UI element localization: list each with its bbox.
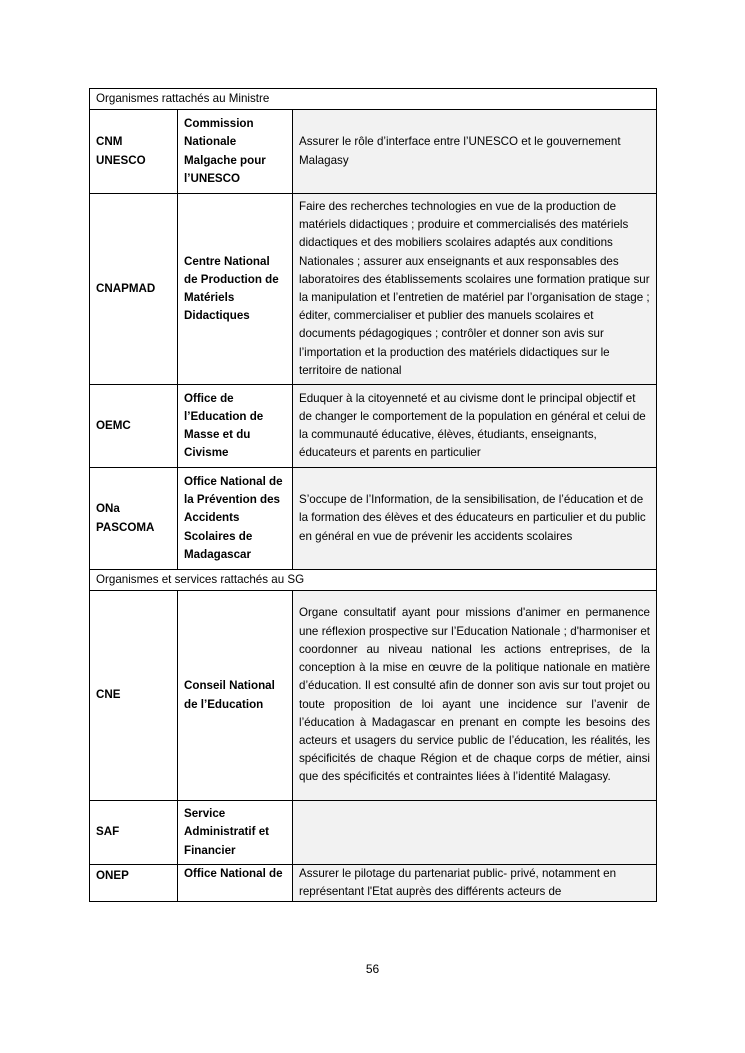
table-row (90, 385, 657, 468)
page-number: 56 (365, 962, 380, 976)
table-row (90, 110, 657, 194)
organism-description: Faire des recherches technologies en vue de la production de matériels didactiques ; produire et commercialisés des matériels didactiques et des mobiliers scolaires adaptés aux conditions Nationales ; assurer aux enseignants et aux responsables des laboratoires des établissements scolaires une formation pratique sur la manipulation et l’entretien de matériel par l’organisation de stage ; éditer, commercialiser et publier des manuels scolaires et documents pédagogiques ; contrôler et donner son avis sur l’importation et la production des matériels didactiques sur le territoire de national (293, 194, 657, 385)
organism-abbreviation: OEMC (90, 385, 178, 468)
table-row (90, 591, 657, 801)
organism-name: Centre National de Production de Matériels Didactiques (178, 194, 293, 385)
table-row (90, 194, 657, 385)
organism-abbreviation: CNM UNESCO (90, 110, 178, 194)
organism-name: Conseil National de l’Education (178, 591, 293, 801)
organism-abbreviation: ONEP (90, 865, 178, 902)
table-row (90, 468, 657, 570)
table-row (90, 801, 657, 865)
organism-name: Commission Nationale Malgache pour l’UNESCO (178, 110, 293, 194)
organism-name: Office National de (178, 865, 293, 902)
organism-abbreviation: SAF (90, 801, 178, 865)
organisms-table (89, 88, 657, 902)
section-header-row (90, 89, 657, 110)
table-row (90, 865, 657, 902)
organism-description: S’occupe de l’Information, de la sensibilisation, de l’éducation et de la formation des élèves et des éducateurs en particulier et du public en général en vue de prévenir les accidents scolaires (293, 468, 657, 570)
organism-abbreviation: CNE (90, 591, 178, 801)
organism-description: Eduquer à la citoyenneté et au civisme dont le principal objectif et de changer le comportement de la population en général et celui de la communauté éducative, élèves, étudiants, enseignants, éducateurs et parents en particulier (293, 385, 657, 468)
section-title: Organismes rattachés au Ministre (90, 89, 657, 110)
organism-name: Service Administratif et Financier (178, 801, 293, 865)
organism-abbreviation: CNAPMAD (90, 194, 178, 385)
organism-description: Assurer le pilotage du partenariat public- privé, notamment en représentant l'Etat auprès des différents acteurs de (293, 865, 657, 902)
section-header-row (90, 570, 657, 591)
organism-description: Organe consultatif ayant pour missions d'animer en permanence une réflexion prospective sur l’Education Nationale ; d'harmoniser et coordonner au niveau national les actions entreprises, de la conception à la mise en œuvre de la politique nationale en matière d’éducation. Il est consulté afin de donner son avis sur tout projet ou toute proposition de loi ayant une incidence sur l’avenir de l’éducation à Madagascar en prenant en compte les besoins des acteurs et usagers du service public de l’éducation, les réalités, les spécificités de chaque Région et de chaque corps de métier, ainsi que des spécificités et contraintes liées à l’identité Malagasy. (293, 591, 657, 801)
organism-abbreviation: ONa PASCOMA (90, 468, 178, 570)
section-title: Organismes et services rattachés au SG (90, 570, 657, 591)
organism-name: Office de l’Education de Masse et du Civisme (178, 385, 293, 468)
organism-description: Assurer le rôle d’interface entre l’UNESCO et le gouvernement Malagasy (293, 110, 657, 194)
organism-description (293, 801, 657, 865)
organism-name: Office National de la Prévention des Accidents Scolaires de Madagascar (178, 468, 293, 570)
